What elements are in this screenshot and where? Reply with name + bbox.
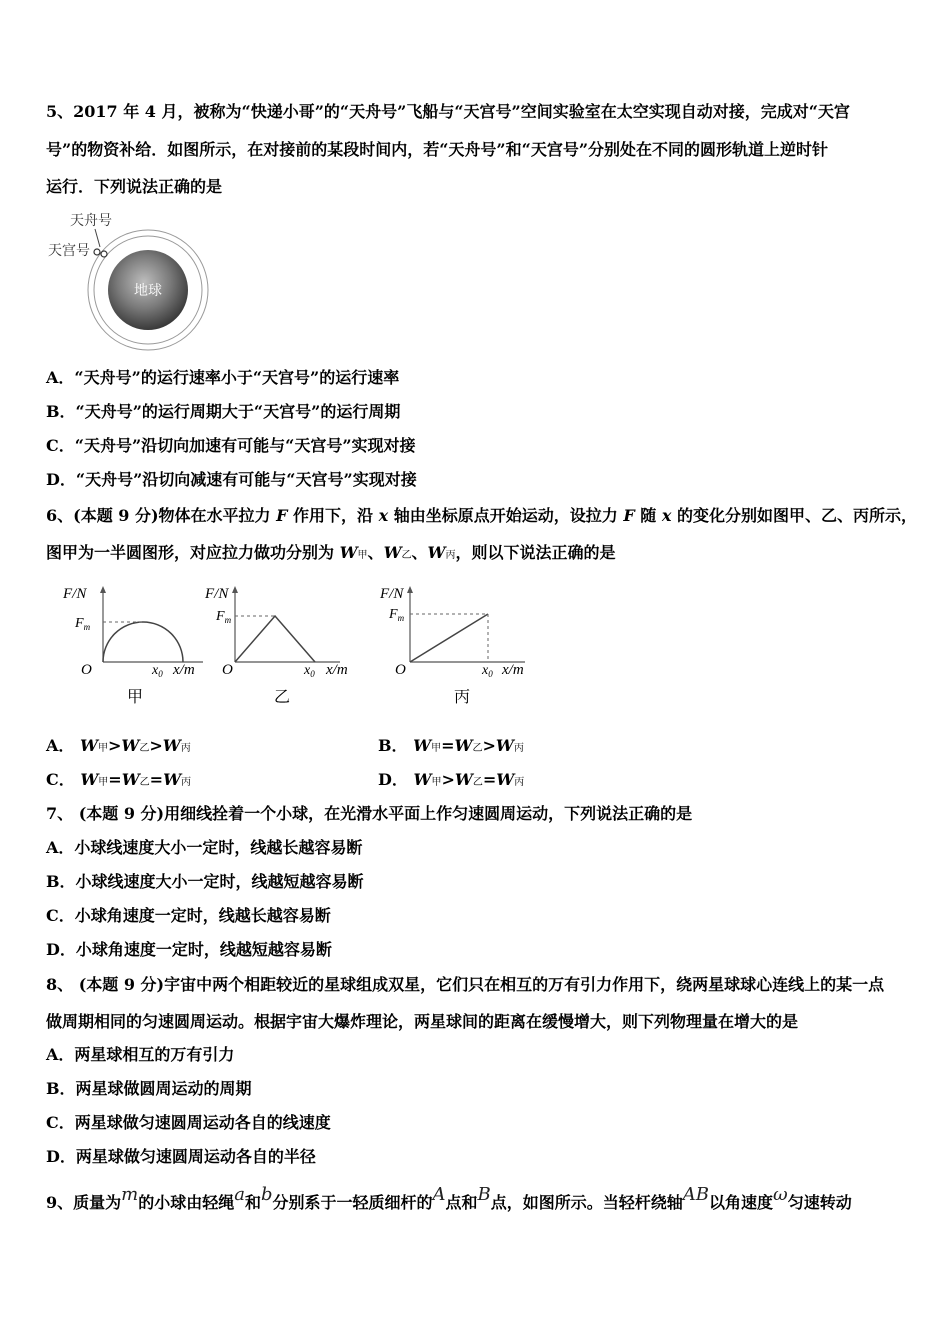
q8-stem-line2: 做周期相同的匀速圆周运动。根据宇宙大爆炸理论，两星球间的距离在缓慢增大，则下列物理量在增大的是 xyxy=(46,1012,799,1031)
q5-stem-line1: 5、2017 年 4 月，被称为“快递小哥”的“天舟号”飞船与“天宫号”空间实验室在太空实现自动对接，完成对“天宫 xyxy=(46,102,850,121)
q6-stem-line1: 6、(本题 9 分)物体在水平拉力 F 作用下，沿 x 轴由坐标原点开始运动，设拉力 F 随 x 的变化分别如图甲、乙、丙所示， xyxy=(46,506,917,525)
svg-text:F/N: F/N xyxy=(380,586,404,602)
q6-option-a[interactable]: A． W甲>W乙>W丙 xyxy=(46,736,191,755)
tiangong-dot xyxy=(94,249,100,255)
svg-text:x/m: x/m xyxy=(173,662,195,678)
q8-option-c[interactable]: C．两星球做匀速圆周运动各自的线速度 xyxy=(46,1113,331,1132)
svg-text:F/N: F/N xyxy=(205,586,229,602)
q5-stem-line2: 号”的物资补给．如图所示，在对接前的某段时间内，若“天舟号”和“天宫号”分别处在不同的圆形轨道上逆时针 xyxy=(46,140,829,159)
q5-option-b[interactable]: B．“天舟号”的运行周期大于“天宫号”的运行周期 xyxy=(46,402,401,421)
q8-option-a[interactable]: A．两星球相互的万有引力 xyxy=(46,1045,235,1064)
svg-text:Fm: $F_m$ xyxy=(216,609,232,625)
svg-text:O: O xyxy=(395,662,406,678)
tianzhou-label: 天舟号 xyxy=(70,214,112,229)
svg-text:x/m: x/m xyxy=(326,662,348,678)
q5-option-c[interactable]: C．“天舟号”沿切向加速有可能与“天宫号”实现对接 xyxy=(46,436,416,455)
svg-text:x0: $x_0$ xyxy=(152,663,163,679)
q8-option-d[interactable]: D．两星球做匀速圆周运动各自的半径 xyxy=(46,1147,316,1166)
q6-option-c[interactable]: C． W甲=W乙=W丙 xyxy=(46,770,192,789)
svg-text:Fm: $F_m$ xyxy=(389,607,405,623)
tiangong-label: 天宫号 xyxy=(48,244,90,259)
q6-option-b[interactable]: B． W甲=W乙>W丙 xyxy=(378,736,524,755)
q7-option-d[interactable]: D．小球角速度一定时，线越短越容易断 xyxy=(46,940,332,959)
caption-bing: 丙 xyxy=(454,689,471,706)
svg-text:x0: $x_0$ xyxy=(482,663,493,679)
svg-text:O: O xyxy=(222,662,233,678)
graph-jia xyxy=(55,580,215,710)
svg-text:Fm: $F_m$ xyxy=(75,616,91,632)
q6-option-d[interactable]: D． W甲>W乙=W丙 xyxy=(378,770,525,789)
q7-option-c[interactable]: C．小球角速度一定时，线越长越容易断 xyxy=(46,906,331,925)
q7-stem: 7、 (本题 9 分)用细线拴着一个小球，在光滑水平面上作匀速圆周运动，下列说法正确的是 xyxy=(46,804,693,823)
orbit-figure xyxy=(40,205,240,370)
svg-text:x/m: x/m xyxy=(502,662,524,678)
y-axis-label: F/N xyxy=(63,586,87,602)
graph-yi xyxy=(200,580,360,710)
q6-stem-line2: 图甲为一半圆图形，对应拉力做功分别为 W甲、W乙、W丙，则以下说法正确的是 xyxy=(46,543,616,562)
tianzhou-dot xyxy=(101,251,107,257)
caption-yi: 乙 xyxy=(274,689,291,706)
q8-option-b[interactable]: B．两星球做圆周运动的周期 xyxy=(46,1079,252,1098)
caption-jia: 甲 xyxy=(127,689,144,706)
q7-option-a[interactable]: A．小球线速度大小一定时，线越长越容易断 xyxy=(46,838,363,857)
q8-stem-line1: 8、 (本题 9 分)宇宙中两个相距较近的星球组成双星，它们只在相互的万有引力作用下，绕两星球球心连线上的某一点 xyxy=(46,975,885,994)
q9-stem: 9、质量为m的小球由轻绳a和b分别系于一轻质细杆的A点和B点，如图所示。当轻杆绕轴AB以角速度ω匀速转动 xyxy=(46,1184,852,1212)
q5-option-a[interactable]: A．“天舟号”的运行速率小于“天宫号”的运行速率 xyxy=(46,368,400,387)
q5-option-d[interactable]: D．“天舟号”沿切向减速有可能与“天宫号”实现对接 xyxy=(46,470,417,489)
graph-bing xyxy=(375,580,545,710)
svg-text:O: O xyxy=(81,662,92,678)
svg-text:x0: $x_0$ xyxy=(304,663,315,679)
q7-option-b[interactable]: B．小球线速度大小一定时，线越短越容易断 xyxy=(46,872,364,891)
earth-label: 地球 xyxy=(134,284,162,299)
tianzhou-pointer xyxy=(95,229,100,247)
q5-stem-line3: 运行．下列说法正确的是 xyxy=(46,177,223,196)
